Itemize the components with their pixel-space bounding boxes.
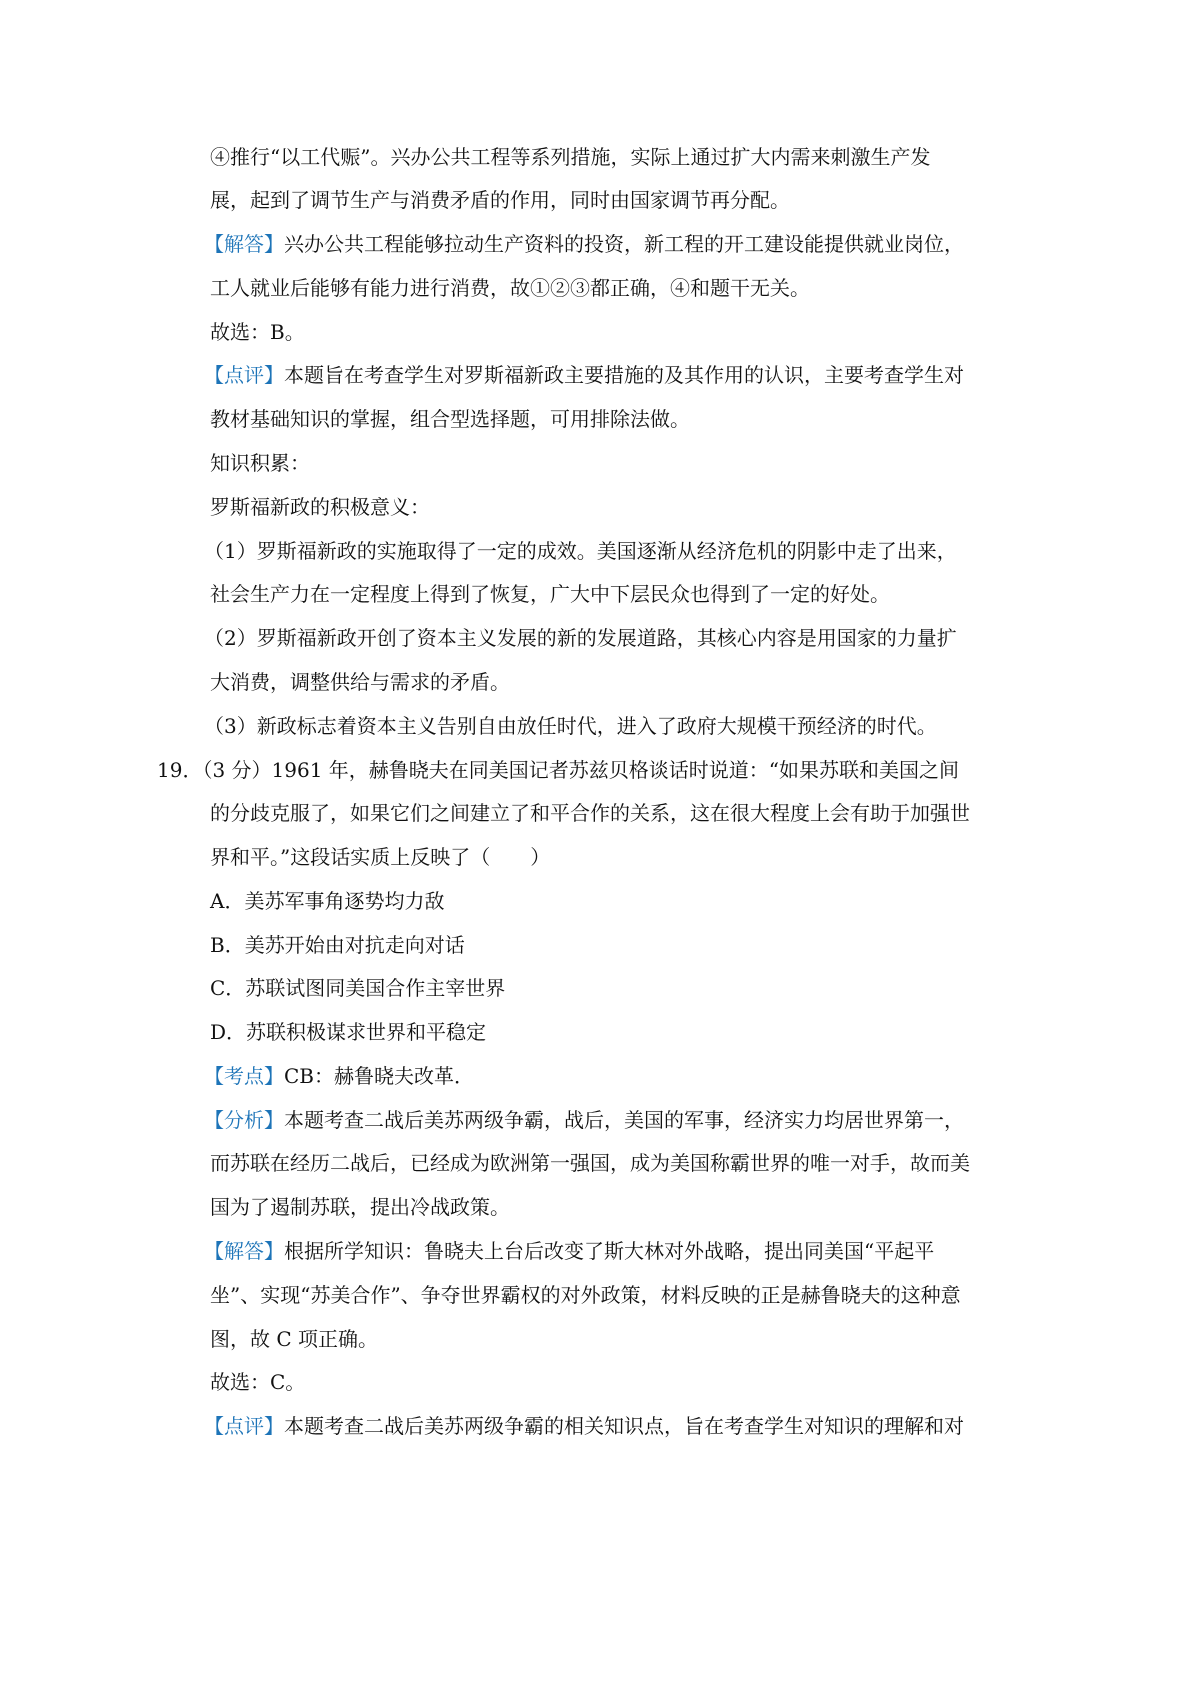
option-d: D．苏联积极谋求世界和平稳定 — [210, 1020, 487, 1044]
text-line: 坐”、实现“苏美合作”、争夺世界霸权的对外政策，材料反映的正是赫鲁晓夫的这种意 — [210, 1283, 961, 1307]
option-a: A．美苏军事角逐势均力敌 — [210, 889, 445, 913]
keypoint-tag: 【考点】 — [204, 1064, 284, 1088]
comment-tag: 【点评】 — [204, 363, 284, 387]
text-line: 工人就业后能够有能力进行消费，故①②③都正确，④和题干无关。 — [210, 276, 810, 300]
comment-line: 【点评】本题考查二战后美苏两级争霸的相关知识点，旨在考查学生对知识的理解和对 — [204, 1414, 964, 1438]
text-line: 展，起到了调节生产与消费矛盾的作用，同时由国家调节再分配。 — [210, 188, 790, 212]
answer-line: 【解答】根据所学知识：鲁晓夫上台后改变了斯大林对外战略，提出同美国“平起平 — [204, 1239, 935, 1263]
comment-line: 【点评】本题旨在考查学生对罗斯福新政主要措施的及其作用的认识，主要考查学生对 — [204, 363, 964, 387]
text-line: 国为了遏制苏联，提出冷战政策。 — [210, 1195, 510, 1219]
comment-tag: 【点评】 — [204, 1414, 284, 1438]
choice-result: 故选：B。 — [210, 320, 305, 344]
text-line: （1）罗斯福新政的实施取得了一定的成效。美国逐渐从经济危机的阴影中走了出来， — [204, 539, 957, 563]
text-line: 图，故 C 项正确。 — [210, 1327, 379, 1351]
analysis-line: 【分析】本题考查二战后美苏两级争霸，战后，美国的军事，经济实力均居世界第一， — [204, 1108, 964, 1132]
text-line: （3）新政标志着资本主义告别自由放任时代，进入了政府大规模干预经济的时代。 — [204, 714, 937, 738]
answer-tag: 【解答】 — [204, 232, 284, 256]
text-line: 的分歧克服了，如果它们之间建立了和平合作的关系，这在很大程度上会有助于加强世 — [210, 801, 970, 825]
question-stem: 19．（3 分）1961 年，赫鲁晓夫在同美国记者苏兹贝格谈话时说道：“如果苏联和美国之间 — [157, 758, 960, 782]
answer-line: 【解答】兴办公共工程能够拉动生产资料的投资，新工程的开工建设能提供就业岗位， — [204, 232, 964, 256]
text-line: 而苏联在经历二战后，已经成为欧洲第一强国，成为美国称霸世界的唯一对手，故而美 — [210, 1151, 970, 1175]
analysis-tag: 【分析】 — [204, 1108, 284, 1132]
option-b: B．美苏开始由对抗走向对话 — [210, 933, 465, 957]
choice-result: 故选：C。 — [210, 1370, 306, 1394]
text-line: 知识积累： — [210, 451, 310, 475]
text-line: 罗斯福新政的积极意义： — [210, 495, 430, 519]
option-c: C．苏联试图同美国合作主宰世界 — [210, 976, 506, 1000]
answer-tag: 【解答】 — [204, 1239, 284, 1263]
text-line: 界和平。”这段话实质上反映了（ ） — [210, 845, 551, 869]
text-line: （2）罗斯福新政开创了资本主义发展的新的发展道路，其核心内容是用国家的力量扩 — [204, 626, 957, 650]
text-line: 大消费，调整供给与需求的矛盾。 — [210, 670, 510, 694]
keypoint-line: 【考点】CB：赫鲁晓夫改革． — [204, 1064, 474, 1088]
text-line: ④推行“以工代赈”。兴办公共工程等系列措施，实际上通过扩大内需来刺激生产发 — [210, 145, 931, 169]
text-line: 社会生产力在一定程度上得到了恢复，广大中下层民众也得到了一定的好处。 — [210, 582, 890, 606]
text-line: 教材基础知识的掌握，组合型选择题，可用排除法做。 — [210, 407, 690, 431]
